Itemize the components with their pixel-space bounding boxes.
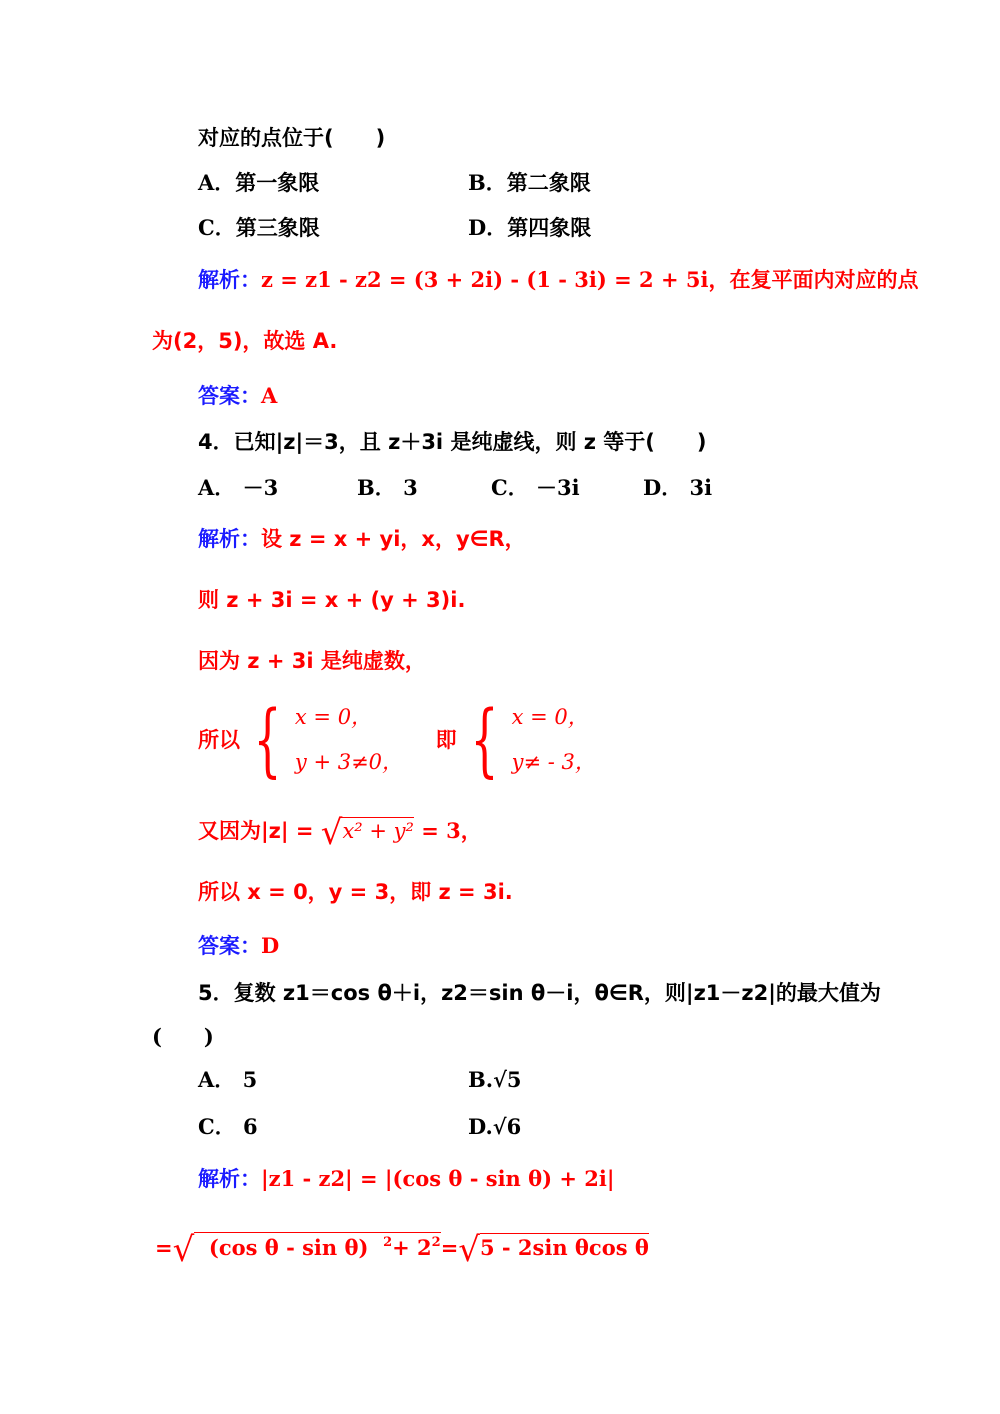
radical-icon: √ <box>320 813 343 853</box>
q3-option-b <box>468 172 591 194</box>
q3-option-d <box>468 217 591 239</box>
q3-option-c <box>198 217 320 239</box>
radical-icon: √ <box>172 1230 195 1270</box>
q4-answer <box>198 935 279 957</box>
q4-step-3 <box>198 650 426 672</box>
case-line: x = 0， <box>294 705 373 729</box>
analysis-step: = 3， <box>413 818 482 843</box>
radicand-part: (cos θ - sin θ) <box>208 1235 369 1260</box>
left-brace-icon: { <box>253 693 282 786</box>
case-line: x = 0， <box>511 705 589 729</box>
option-key: C． <box>198 215 236 240</box>
option-key: B. <box>468 1067 494 1092</box>
q5-option-a <box>198 1069 257 1090</box>
system-prefix: 即 <box>435 727 457 752</box>
sqrt-expression <box>320 813 414 853</box>
answer-value: D <box>261 933 280 958</box>
option-text: 第二象限 <box>506 171 591 195</box>
radicand: 5 - 2sin θcos θ <box>479 1235 649 1260</box>
q4-step-modulus <box>198 813 482 853</box>
q5-option-d <box>468 1116 521 1137</box>
option-key: D. <box>468 1114 493 1139</box>
cases <box>512 707 596 773</box>
analysis-text: 为(2，5)，故选 A. <box>152 329 338 353</box>
q5-stem <box>198 982 881 1004</box>
q4-step-result <box>198 881 513 903</box>
system-prefix: 所以 <box>198 727 240 752</box>
case-line: y + 3≠0， <box>294 750 404 774</box>
q4-stem <box>198 431 706 453</box>
option-text: 5 <box>242 1067 258 1092</box>
q3-answer <box>198 385 277 407</box>
option-text: 第四象限 <box>507 216 592 240</box>
analysis-label: 解析： <box>198 268 261 292</box>
cases <box>295 707 403 773</box>
option-key: C． <box>198 1114 236 1139</box>
analysis-label: 解析： <box>198 527 261 551</box>
analysis-step: 所以 x = 0，y = 3，即 z = 3i. <box>198 880 513 904</box>
q4-analysis <box>198 528 526 550</box>
analysis-text: 在复平面内对应的点 <box>729 268 919 292</box>
option-key: A． <box>198 1067 236 1092</box>
q5-option-c <box>198 1116 258 1137</box>
option-text: √6 <box>492 1114 522 1139</box>
q5-stem-bracket: ( ) <box>152 1024 214 1049</box>
analysis-formula: z = z1 - z2 = (3 + 2i) - (1 - 3i) = 2 + 5i， <box>261 267 730 292</box>
answer-value: A <box>261 383 278 408</box>
option-text: 第三象限 <box>235 216 320 240</box>
q3-stem <box>198 127 385 149</box>
option-text: 3i <box>689 475 713 500</box>
q4-step-2 <box>198 589 465 611</box>
answer-label: 答案： <box>198 934 261 958</box>
system-1 <box>198 693 404 786</box>
q5-analysis <box>198 1168 615 1190</box>
case-line: y≠ - 3， <box>511 750 596 774</box>
analysis-step: 因为 z + 3i 是纯虚数， <box>198 649 426 673</box>
option-text: 第一象限 <box>235 171 320 195</box>
option-text: 6 <box>243 1114 258 1139</box>
q4-option-c <box>491 477 580 498</box>
system-2 <box>435 693 596 786</box>
option-key: D． <box>643 475 683 500</box>
q4-stem-text: 4．已知|z|＝3，且 z＋3i 是纯虚线，则 z 等于( ) <box>198 430 707 454</box>
analysis-label: 解析： <box>198 1167 261 1191</box>
option-text: －3 <box>242 475 279 500</box>
left-brace-icon: { <box>470 693 499 786</box>
analysis-step: 又因为|z| = <box>198 819 321 843</box>
radical-icon: √ <box>458 1230 480 1270</box>
option-key: A． <box>198 170 236 195</box>
analysis-step: 设 z = x + yi，x，y∈R， <box>261 527 526 551</box>
q4-option-a <box>198 477 278 498</box>
q4-option-d <box>643 477 712 498</box>
q3-analysis <box>198 269 918 291</box>
q5-stem-text: 5．复数 z1＝cos θ＋i，z2＝sin θ－i，θ∈R，则|z1－z2|的最大值为 <box>198 981 881 1005</box>
q5-analysis-line2: =√ (cos θ - sin θ) $^2+ 2^2=√5 - 2\sin$ θcos θ <box>155 1230 649 1270</box>
analysis-step: 则 z + 3i = x + (y + 3)i. <box>198 588 466 612</box>
option-key: D． <box>468 215 508 240</box>
option-text: －3i <box>536 475 580 500</box>
q3-option-a <box>198 172 319 194</box>
q4-option-b <box>357 477 418 498</box>
q3-analysis-cont <box>152 330 337 352</box>
radicand: x² + y² <box>342 819 414 843</box>
option-text: 3 <box>403 475 418 500</box>
sqrt-expression <box>458 1230 649 1270</box>
q4-system <box>198 693 596 786</box>
q5-stem-cont <box>152 1026 214 1047</box>
option-key: A． <box>198 475 236 500</box>
q3-stem-text: 对应的点位于( ) <box>198 126 386 150</box>
radicand: (cos θ - sin θ) $^2+ 2^2$ <box>194 1232 440 1258</box>
q5-option-b <box>468 1069 521 1090</box>
option-key: B． <box>468 170 507 195</box>
answer-label: 答案： <box>198 384 261 408</box>
option-key: C． <box>491 475 529 500</box>
option-text: √5 <box>493 1067 522 1092</box>
option-key: B． <box>357 475 396 500</box>
analysis-formula: |z1 - z2| = |(cos θ - sin θ) + 2i| <box>261 1166 615 1191</box>
